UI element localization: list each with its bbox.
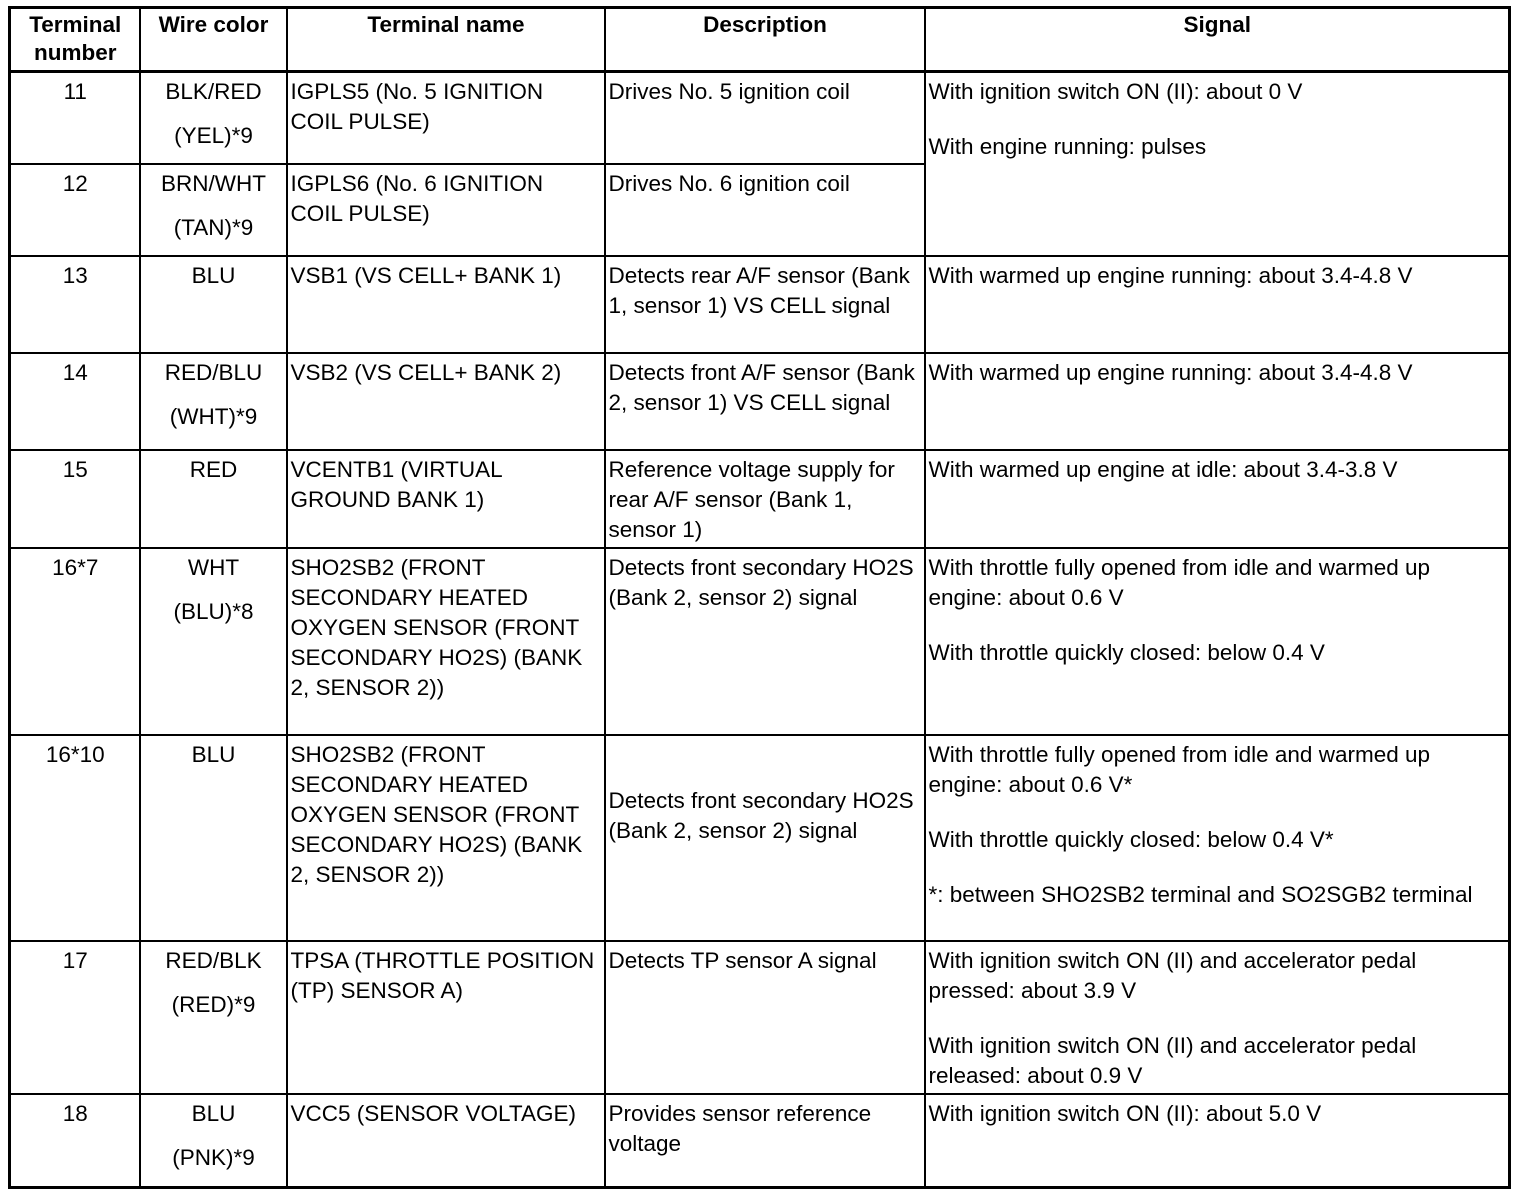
wire-color-main: RED/BLU [164,359,263,385]
wire-color-main: BLU [191,1100,236,1126]
wire-color-main: BLU [191,262,236,288]
header-signal: Signal [925,8,1510,72]
signal-line: With throttle fully opened from idle and warmed up engine: about 0.6 V [928,554,1431,610]
table-row [10,353,1510,450]
wire-color-alt: (BLU)*8 [173,598,254,624]
table-row [10,941,1510,1094]
terminal-table [8,6,1511,1189]
table-row [10,1094,1510,1188]
wire-color-alt: (WHT)*9 [169,403,258,429]
wire-color-alt: (RED)*9 [171,991,256,1017]
wire-color-alt: (PNK)*9 [172,1144,255,1170]
table-row [10,735,1510,941]
table-row [10,450,1510,548]
terminal-number: 15 [10,450,140,548]
header-terminal-name: Terminal name [287,8,605,72]
table-row [10,256,1510,353]
description: Detects TP sensor A signal [605,941,925,1094]
terminal-name: IGPLS6 (No. 6 IGNITION COIL PULSE) [287,164,605,256]
terminal-name: VCC5 (SENSOR VOLTAGE) [287,1094,605,1188]
terminal-name: SHO2SB2 (FRONT SECONDARY HEATED OXYGEN SENSOR (FRONT SECONDARY HO2S) (BANK 2, SENSOR 2)) [287,548,605,735]
signal-line: With throttle quickly closed: below 0.4 V* [928,826,1334,852]
terminal-number: 16*7 [10,548,140,735]
description: Detects front secondary HO2S (Bank 2, sensor 2) signal [605,548,925,735]
wire-color-main: BLK/RED [165,79,262,104]
wire-color [140,164,287,256]
description: Reference voltage supply for rear A/F sensor (Bank 1, sensor 1) [605,450,925,548]
description: Detects front secondary HO2S (Bank 2, sensor 2) signal [605,735,925,941]
signal-line: With throttle quickly closed: below 0.4 V [928,639,1325,665]
signal-line: With warmed up engine at idle: about 3.4-3.8 V [928,456,1398,482]
description: Detects rear A/F sensor (Bank 1, sensor 1) VS CELL signal [605,256,925,353]
wire-color-main: WHT [187,554,240,580]
terminal-number: 11 [10,72,140,164]
signal-line: With engine running: pulses [928,134,1207,159]
signal-line: With ignition switch ON (II) and accelerator pedal pressed: about 3.9 V [928,947,1417,1003]
signal [925,72,1510,256]
terminal-number: 14 [10,353,140,450]
signal [925,450,1510,548]
signal [925,941,1510,1094]
wire-color [140,941,287,1094]
terminal-number: 18 [10,1094,140,1188]
terminal-name: TPSA (THROTTLE POSITION (TP) SENSOR A) [287,941,605,1094]
wire-color-alt: (YEL)*9 [174,123,253,148]
signal [925,353,1510,450]
wire-color-alt: (TAN)*9 [173,214,254,240]
signal-line: *: between SHO2SB2 terminal and SO2SGB2 terminal [928,881,1473,907]
terminal-name: VSB2 (VS CELL+ BANK 2) [287,353,605,450]
terminal-number: 12 [10,164,140,256]
signal [925,735,1510,941]
terminal-name: VSB1 (VS CELL+ BANK 1) [287,256,605,353]
table-row [10,548,1510,735]
signal-line: With ignition switch ON (II) and accelerator pedal released: about 0.9 V [928,1032,1417,1088]
signal [925,1094,1510,1188]
wire-color-main: RED/BLK [165,947,262,973]
terminal-name: SHO2SB2 (FRONT SECONDARY HEATED OXYGEN SENSOR (FRONT SECONDARY HO2S) (BANK 2, SENSOR 2)) [287,735,605,941]
signal [925,256,1510,353]
wire-color [140,548,287,735]
terminal-number: 17 [10,941,140,1094]
header-row [10,8,1510,72]
header-wire-color: Wire color [140,8,287,72]
wire-color [140,256,287,353]
header-terminal-number: Terminal number [10,8,140,72]
description: Drives No. 6 ignition coil [605,164,925,256]
header-description: Description [605,8,925,72]
description: Provides sensor reference voltage [605,1094,925,1188]
signal [925,548,1510,735]
wire-color [140,735,287,941]
signal-line: With warmed up engine running: about 3.4-4.8 V [928,359,1413,385]
wire-color [140,72,287,164]
terminal-number: 16*10 [10,735,140,941]
signal-line: With throttle fully opened from idle and warmed up engine: about 0.6 V* [928,741,1431,797]
terminal-name: VCENTB1 (VIRTUAL GROUND BANK 1) [287,450,605,548]
wire-color [140,450,287,548]
wire-color [140,353,287,450]
wire-color [140,1094,287,1188]
description: Drives No. 5 ignition coil [605,72,925,164]
signal-line: With ignition switch ON (II): about 5.0 V [928,1100,1322,1126]
wire-color-main: RED [189,456,238,482]
signal-line: With ignition switch ON (II): about 0 V [928,79,1303,104]
wire-color-main: BRN/WHT [161,170,266,196]
wire-color-main: BLU [191,741,236,767]
description: Detects front A/F sensor (Bank 2, sensor 1) VS CELL signal [605,353,925,450]
terminal-name: IGPLS5 (No. 5 IGNITION COIL PULSE) [287,72,605,164]
table-row [10,72,1510,164]
terminal-number: 13 [10,256,140,353]
signal-line: With warmed up engine running: about 3.4-4.8 V [928,262,1413,288]
